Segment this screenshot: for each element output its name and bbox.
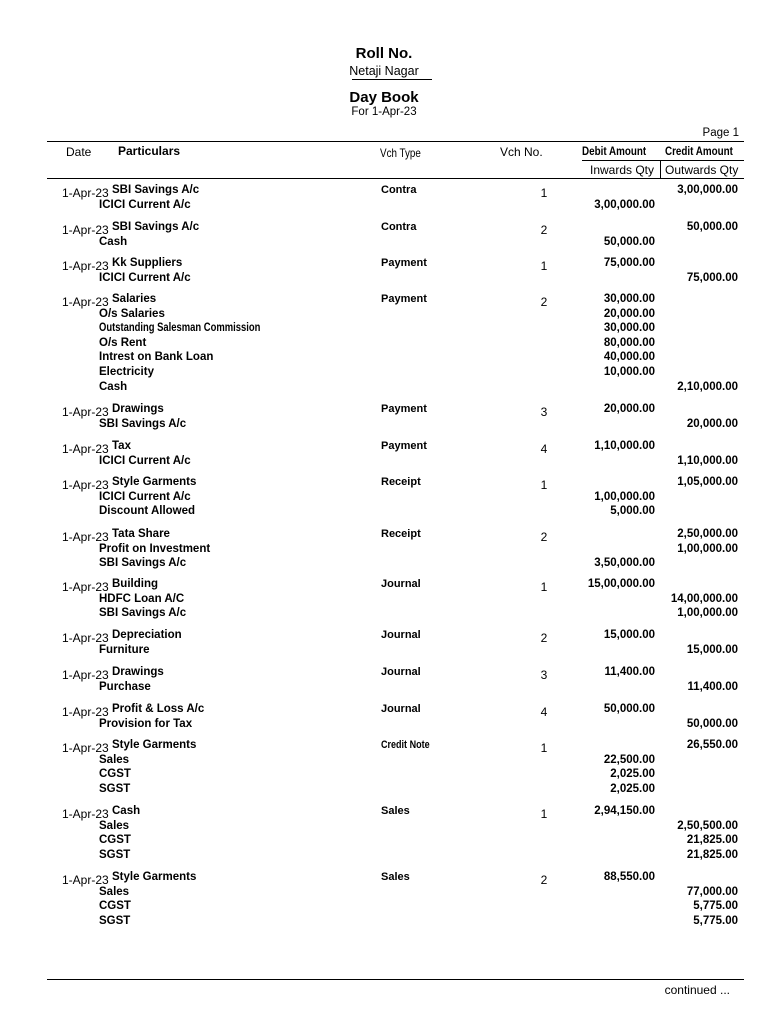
ledger-line-name-cell	[99, 322, 296, 334]
entry-date: 1-Apr-23	[62, 478, 109, 492]
entry-particular: SBI Savings A/c	[112, 184, 200, 196]
ledger-line-credit: 11,400.00	[687, 681, 738, 693]
ledger-line-credit: 50,000.00	[686, 718, 738, 730]
ledger-line-name: Cash	[99, 381, 128, 393]
col-particulars: Particulars	[118, 144, 181, 158]
ledger-line-debit: 3,00,000.00	[594, 199, 655, 211]
ledger-line-credit: 14,00,000.00	[670, 593, 738, 605]
entry-debit: 20,000.00	[603, 403, 655, 415]
ledger-line-credit: 1,00,000.00	[677, 607, 738, 619]
ledger-line-credit: 5,775.00	[693, 900, 738, 912]
col-inwards-qty: Inwards Qty	[590, 163, 655, 177]
ledger-line-name: O/s Salaries	[99, 308, 165, 320]
address-underline	[352, 79, 432, 80]
entry-date: 1-Apr-23	[62, 223, 109, 237]
entry-date: 1-Apr-23	[62, 668, 109, 682]
ledger-line-debit: 40,000.00	[603, 351, 655, 363]
ledger-line-credit: 21,825.00	[686, 849, 738, 861]
ledger-line-credit: 1,00,000.00	[677, 543, 738, 555]
entry-credit: 1,05,000.00	[677, 476, 738, 488]
entry-date: 1-Apr-23	[62, 405, 109, 419]
ledger-line-name: Outstanding Salesman Commission	[99, 322, 261, 334]
entry-vch-type: Journal	[381, 629, 421, 641]
entry-vch-no: 2	[540, 873, 548, 887]
entry-vch-type: Payment	[381, 403, 427, 415]
entry-vch-no: 3	[540, 405, 548, 419]
ledger-line-credit: 21,825.00	[686, 834, 738, 846]
entry-particular: Building	[112, 578, 158, 590]
entry-vch-no: 1	[540, 580, 548, 594]
report-period: For 1-Apr-23	[351, 106, 417, 118]
entry-date: 1-Apr-23	[62, 580, 109, 594]
ledger-line-name: Cash	[99, 236, 128, 248]
ledger-line-name: SGST	[99, 849, 131, 861]
entry-credit: 2,50,000.00	[677, 528, 738, 540]
entry-vch-type: Contra	[381, 221, 417, 233]
ledger-line-debit: 30,000.00	[603, 322, 655, 334]
ledger-line-debit: 5,000.00	[610, 505, 655, 517]
ledger-line-name: Discount Allowed	[99, 505, 196, 517]
col-credit: Credit Amount	[665, 144, 733, 158]
ledger-line-name: O/s Rent	[99, 337, 147, 349]
entry-vch-no: 2	[540, 295, 548, 309]
entry-vch-no: 3	[540, 668, 548, 682]
entry-vch-type: Receipt	[381, 476, 421, 488]
entry-date: 1-Apr-23	[62, 442, 109, 456]
ledger-line-debit: 3,50,000.00	[594, 557, 655, 569]
entry-vch-type: Journal	[381, 703, 421, 715]
entry-vch-no: 2	[540, 631, 548, 645]
entry-date: 1-Apr-23	[62, 631, 109, 645]
ledger-line-credit: 5,775.00	[693, 915, 738, 927]
ledger-line-credit: 1,10,000.00	[677, 455, 738, 467]
ledger-line-debit: 80,000.00	[603, 337, 655, 349]
ledger-line-debit: 50,000.00	[603, 236, 655, 248]
entry-date: 1-Apr-23	[62, 705, 109, 719]
entry-vch-no: 2	[540, 223, 548, 237]
ledger-line-debit: 20,000.00	[603, 308, 655, 320]
company-roll-label: Roll No.	[355, 45, 413, 62]
ledger-line-name: SBI Savings A/c	[99, 607, 187, 619]
entry-debit: 11,400.00	[604, 666, 655, 678]
ledger-line-debit: 22,500.00	[603, 754, 655, 766]
page-number: Page 1	[702, 127, 739, 139]
ledger-line-debit: 2,025.00	[610, 783, 655, 795]
ledger-line-name: Electricity	[99, 366, 154, 378]
entry-debit: 75,000.00	[603, 257, 655, 269]
entry-vch-type: Payment	[381, 293, 427, 305]
qty-top-rule	[582, 160, 744, 161]
entry-particular: Drawings	[112, 666, 164, 678]
entry-vch-type: Journal	[381, 578, 421, 590]
ledger-line-debit: 2,025.00	[610, 768, 655, 780]
col-outwards-qty: Outwards Qty	[665, 163, 739, 177]
qty-divider	[660, 160, 661, 178]
ledger-line-name: SGST	[99, 915, 131, 927]
header-bottom-rule	[47, 178, 744, 179]
entry-particular: SBI Savings A/c	[112, 221, 200, 233]
ledger-line-credit: 75,000.00	[686, 272, 738, 284]
entry-particular: Kk Suppliers	[112, 257, 183, 269]
ledger-line-name: SBI Savings A/c	[99, 557, 187, 569]
entry-vch-no: 1	[540, 807, 548, 821]
entry-particular: Depreciation	[112, 629, 182, 641]
ledger-line-name: ICICI Current A/c	[99, 455, 191, 467]
entry-credit: 50,000.00	[686, 221, 738, 233]
entry-vch-no: 4	[540, 442, 548, 456]
entry-particular: Style Garments	[112, 476, 197, 488]
entry-vch-type: Sales	[381, 871, 410, 883]
ledger-line-name: Sales	[99, 754, 130, 766]
col-vch-no: Vch No.	[500, 145, 543, 159]
ledger-line-name: Profit on Investment	[99, 543, 211, 555]
entry-particular: Style Garments	[112, 871, 197, 883]
ledger-line-name: Intrest on Bank Loan	[99, 351, 214, 363]
col-vch-type: Vch Type	[380, 146, 421, 160]
entry-vch-type: Credit Note	[381, 739, 430, 751]
entry-date: 1-Apr-23	[62, 807, 109, 821]
ledger-line-name: HDFC Loan A/C	[99, 593, 185, 605]
entry-particular: Tax	[112, 440, 131, 452]
entry-vch-type-cell	[381, 739, 440, 751]
entry-debit: 50,000.00	[603, 703, 655, 715]
ledger-line-name: Purchase	[99, 681, 151, 693]
entry-vch-no: 1	[540, 259, 548, 273]
entry-particular: Profit & Loss A/c	[112, 703, 205, 715]
entry-date: 1-Apr-23	[62, 186, 109, 200]
entry-credit: 26,550.00	[686, 739, 738, 751]
entry-particular: Salaries	[112, 293, 157, 305]
ledger-line-credit: 15,000.00	[686, 644, 738, 656]
entry-vch-type: Sales	[381, 805, 410, 817]
company-address: Netaji Nagar	[349, 64, 419, 78]
entry-vch-type: Contra	[381, 184, 417, 196]
entry-date: 1-Apr-23	[62, 873, 109, 887]
entry-particular: Cash	[112, 805, 141, 817]
entry-vch-type: Journal	[381, 666, 421, 678]
entry-vch-type: Payment	[381, 440, 427, 452]
continued-label: continued ...	[664, 983, 730, 997]
ledger-line-credit: 2,10,000.00	[677, 381, 738, 393]
entry-vch-no: 1	[540, 741, 548, 755]
ledger-line-name: CGST	[99, 768, 131, 780]
entry-date: 1-Apr-23	[62, 259, 109, 273]
entry-date: 1-Apr-23	[62, 741, 109, 755]
ledger-line-name: ICICI Current A/c	[99, 199, 191, 211]
entry-vch-type: Payment	[381, 257, 427, 269]
ledger-line-name: CGST	[99, 834, 131, 846]
ledger-line-name: CGST	[99, 900, 131, 912]
entry-debit: 1,10,000.00	[594, 440, 655, 452]
ledger-line-name: ICICI Current A/c	[99, 272, 191, 284]
entry-particular: Drawings	[112, 403, 164, 415]
entry-vch-type: Receipt	[381, 528, 421, 540]
entry-debit: 15,00,000.00	[587, 578, 655, 590]
col-date: Date	[66, 145, 92, 159]
entry-debit: 88,550.00	[603, 871, 655, 883]
entry-debit: 15,000.00	[603, 629, 655, 641]
ledger-line-name: Sales	[99, 886, 130, 898]
ledger-line-debit: 1,00,000.00	[594, 491, 655, 503]
ledger-line-credit: 2,50,500.00	[677, 820, 738, 832]
col-debit: Debit Amount	[582, 144, 647, 158]
entry-credit: 3,00,000.00	[677, 184, 738, 196]
entry-vch-no: 2	[540, 530, 548, 544]
entry-debit: 2,94,150.00	[594, 805, 655, 817]
entry-particular: Style Garments	[112, 739, 197, 751]
ledger-line-credit: 20,000.00	[686, 418, 738, 430]
ledger-line-name: SGST	[99, 783, 131, 795]
ledger-line-name: Furniture	[99, 644, 150, 656]
entry-date: 1-Apr-23	[62, 295, 109, 309]
ledger-line-debit: 10,000.00	[603, 366, 655, 378]
ledger-line-name: Provision for Tax	[99, 718, 193, 730]
ledger-line-name: ICICI Current A/c	[99, 491, 191, 503]
entry-vch-no: 4	[540, 705, 548, 719]
report-title: Day Book	[349, 89, 419, 106]
entry-debit: 30,000.00	[603, 293, 655, 305]
ledger-line-credit: 77,000.00	[686, 886, 738, 898]
footer-rule	[47, 979, 744, 980]
entry-date: 1-Apr-23	[62, 530, 109, 544]
entry-vch-no: 1	[540, 478, 548, 492]
ledger-line-name: Sales	[99, 820, 130, 832]
ledger-line-name: SBI Savings A/c	[99, 418, 187, 430]
entry-particular: Tata Share	[112, 528, 170, 540]
header-top-rule	[47, 141, 744, 142]
entry-vch-no: 1	[540, 186, 548, 200]
